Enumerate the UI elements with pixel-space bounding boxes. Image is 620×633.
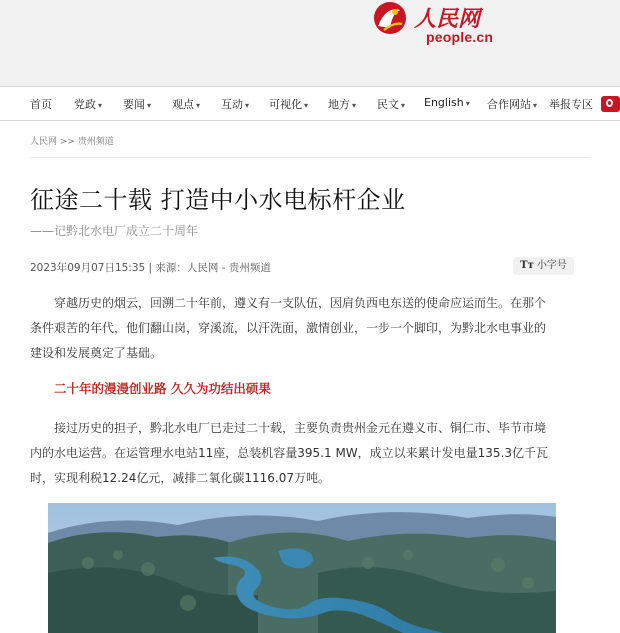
nav-item-ethnic[interactable]: 民文 ▾ xyxy=(377,98,406,111)
article-title: 征途二十载 打造中小水电标杆企业 xyxy=(30,186,406,214)
nav-item-local[interactable]: 地方 ▾ xyxy=(328,98,357,111)
article-paragraph-2: 接过历史的担子，黔北水电厂已走过二十载，主要负责贵州金元在遵义市、铜仁市、毕节市境 内的水电运营。在运管理水电站11座，总装机容量395.1 MW，成立以来累计发电量135.3亿千瓦 时，实现利税12.24亿元，减排二氧化碳1116.07万吨。 xyxy=(30,421,549,485)
main-nav xyxy=(0,86,620,121)
article-photo-reservoir-landscape xyxy=(48,503,556,633)
chevron-down-icon: ▾ xyxy=(98,101,103,110)
article-paragraph-1: 穿越历史的烟云，回溯二十年前，遵义有一支队伍，因肩负西电东送的使命应运而生。在那个 条件艰苦的年代，他们翻山岗，穿溪流，以汗洗面，激情创业，一步一个脚印，为黔北水电事业的 建设和发展奠定了基础。 xyxy=(30,296,547,360)
chevron-down-icon: ▾ xyxy=(147,101,152,110)
article-subtitle: ——记黔北水电厂成立二十周年 xyxy=(30,224,199,238)
chevron-down-icon: ▾ xyxy=(352,101,357,110)
article-meta: 2023年09月07日15:35 | 来源：人民网 - 贵州频道 xyxy=(30,262,271,274)
nav-item-report[interactable]: 举报专区 xyxy=(549,98,593,111)
nav-item-interact[interactable]: 互动 ▾ xyxy=(221,98,250,111)
nav-item-opinion[interactable]: 观点 ▾ xyxy=(172,98,201,111)
breadcrumb[interactable]: 人民网 >> 贵州频道 xyxy=(30,137,114,147)
nav-item-english[interactable]: English ▾ xyxy=(424,96,470,109)
site-header xyxy=(0,0,620,86)
chevron-down-icon: ▾ xyxy=(245,101,250,110)
font-size-toggle-button[interactable] xyxy=(513,257,574,275)
chevron-down-icon: ▾ xyxy=(304,101,309,110)
chevron-down-icon: ▾ xyxy=(465,99,470,108)
nav-item-news[interactable]: 要闻 ▾ xyxy=(123,98,152,111)
nav-item-partners[interactable]: 合作网站 ▾ xyxy=(487,98,538,111)
chevron-down-icon: ▾ xyxy=(196,101,201,110)
site-domain[interactable]: people.cn xyxy=(426,29,494,45)
font-size-icon: Tт xyxy=(520,260,534,271)
nav-item-party[interactable]: 党政 ▾ xyxy=(74,98,103,111)
divider xyxy=(30,157,590,158)
chevron-down-icon: ▾ xyxy=(401,101,406,110)
logo-emblem-icon xyxy=(374,2,406,34)
nav-item-home[interactable]: 首页 xyxy=(30,98,52,111)
people-logo-icon[interactable] xyxy=(601,96,620,112)
nav-item-visual[interactable]: 可视化 ▾ xyxy=(269,98,309,111)
section-heading: 二十年的漫漫创业路 久久为功结出硕果 xyxy=(54,381,271,396)
font-size-label: 小字号 xyxy=(536,260,567,271)
chevron-down-icon: ▾ xyxy=(533,101,538,110)
svg-text:人民网: 人民网 xyxy=(414,6,481,32)
